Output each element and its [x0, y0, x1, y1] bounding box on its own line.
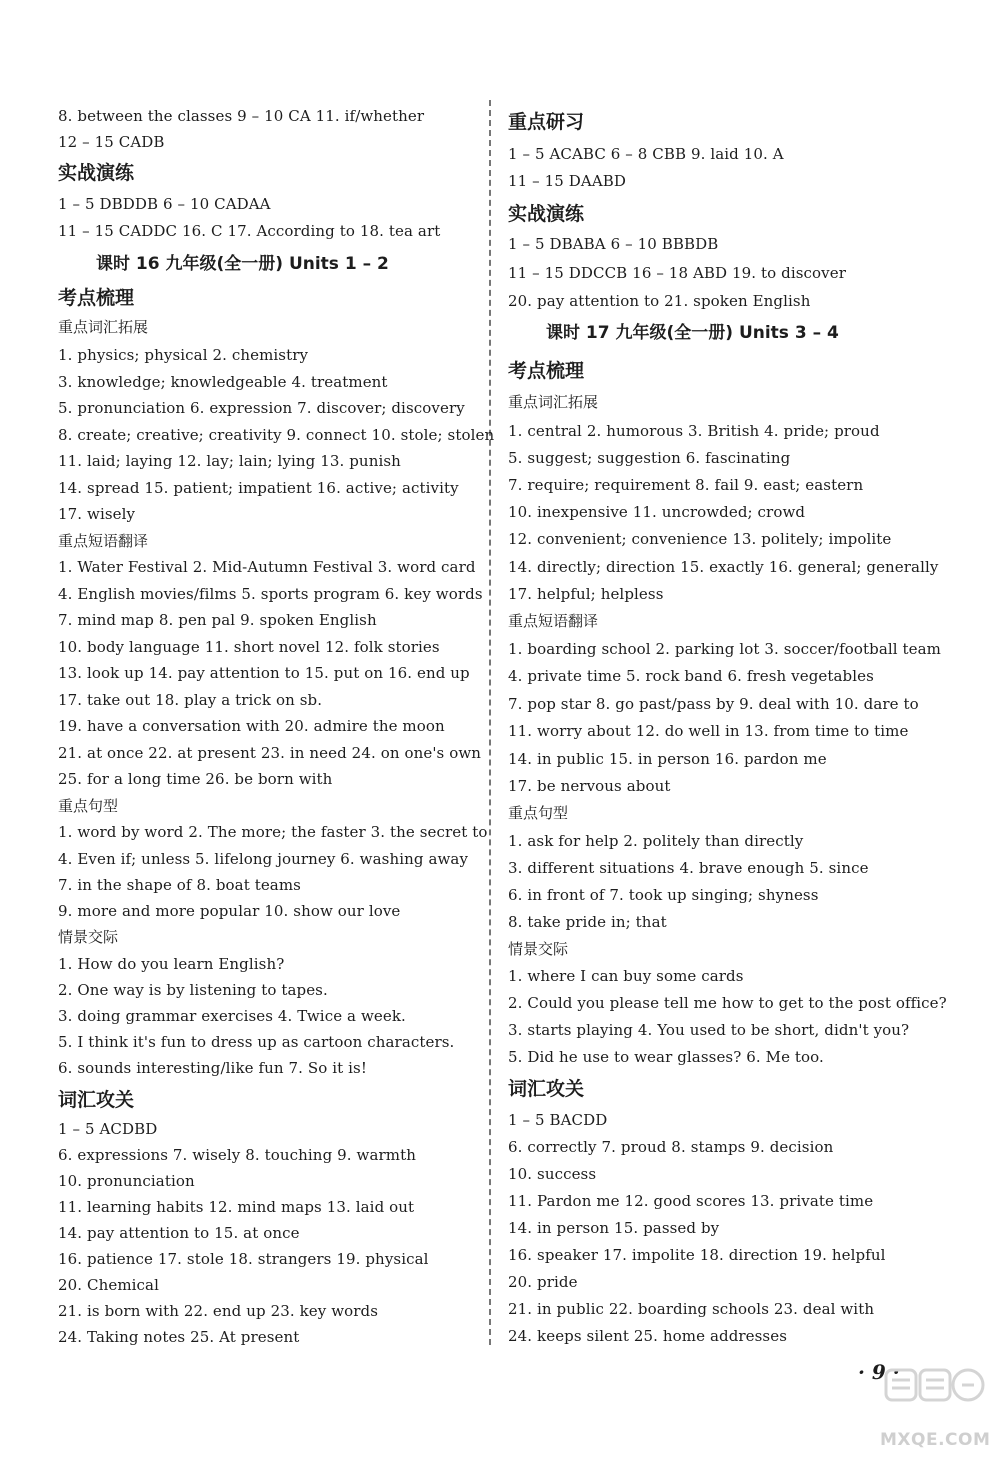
subsection-heading: 重点句型 — [508, 804, 569, 822]
answer-line: 11 – 15 DDCCB 16 – 18 ABD 19. to discover — [508, 264, 847, 282]
answer-line: 25. for a long time 26. be born with — [58, 770, 333, 788]
answer-line: 1. Water Festival 2. Mid-Autumn Festival 3. word card — [58, 558, 476, 576]
section-heading: 词汇攻关 — [58, 1089, 135, 1111]
answer-line: 1 – 5 DBDDB 6 – 10 CADAA — [58, 195, 271, 213]
answer-line: 20. pride — [508, 1273, 578, 1291]
answer-line: 17. helpful; helpless — [508, 585, 664, 603]
answer-line: 1. word by word 2. The more; the faster 3. the secret to — [58, 823, 488, 841]
subsection-heading: 情景交际 — [508, 940, 569, 958]
answer-line: 1. physics; physical 2. chemistry — [58, 346, 309, 364]
answer-line: 1 – 5 DBABA 6 – 10 BBBDB — [508, 235, 719, 253]
answer-line: 4. Even if; unless 5. lifelong journey 6. washing away — [58, 850, 469, 868]
answer-line: 6. correctly 7. proud 8. stamps 9. decision — [508, 1138, 834, 1156]
answer-line: 24. Taking notes 25. At present — [58, 1328, 300, 1346]
answer-line: 3. different situations 4. brave enough 5. since — [508, 859, 869, 877]
answer-line: 14. pay attention to 15. at once — [58, 1224, 300, 1242]
answer-line: 11. Pardon me 12. good scores 13. private time — [508, 1192, 874, 1210]
answer-line: 1. ask for help 2. politely than directly — [508, 832, 804, 850]
answer-line: 5. Did he use to wear glasses? 6. Me too. — [508, 1048, 824, 1066]
answer-line: 14. directly; direction 15. exactly 16. general; generally — [508, 558, 939, 576]
answer-line: 21. at once 22. at present 23. in need 24. on one's own — [58, 744, 482, 762]
answer-line: 10. pronunciation — [58, 1172, 195, 1190]
section-heading: 考点梳理 — [58, 287, 135, 309]
answer-line: 10. inexpensive 11. uncrowded; crowd — [508, 503, 806, 521]
answer-line: 5. pronunciation 6. expression 7. discover; discovery — [58, 399, 465, 417]
watermark-icon — [880, 1360, 990, 1430]
section-heading: 实战演练 — [58, 162, 135, 184]
answer-line: 8. create; creative; creativity 9. connect 10. stole; stolen — [58, 426, 495, 444]
answer-line: 14. spread 15. patient; impatient 16. active; activity — [58, 479, 459, 497]
answer-line: 11. laid; laying 12. lay; lain; lying 13. punish — [58, 452, 401, 470]
answer-line: 17. wisely — [58, 505, 136, 523]
answer-line: 21. in public 22. boarding schools 23. deal with — [508, 1300, 875, 1318]
answer-line: 10. success — [508, 1165, 597, 1183]
answer-line: 1. boarding school 2. parking lot 3. soccer/football team — [508, 640, 942, 658]
lesson-title: 课时 16 九年级(全一册) Units 1 – 2 — [96, 254, 389, 274]
answer-line: 1. How do you learn English? — [58, 955, 285, 973]
answer-line: 16. patience 17. stole 18. strangers 19. physical — [58, 1250, 429, 1268]
subsection-heading: 重点短语翻译 — [508, 612, 599, 630]
lesson-title: 课时 17 九年级(全一册) Units 3 – 4 — [546, 323, 839, 343]
answer-line: 7. in the shape of 8. boat teams — [58, 876, 301, 894]
answer-line: 7. mind map 8. pen pal 9. spoken English — [58, 611, 377, 629]
answer-line: 20. Chemical — [58, 1276, 159, 1294]
answer-line: 4. private time 5. rock band 6. fresh vegetables — [508, 667, 874, 685]
answer-line: 3. knowledge; knowledgeable 4. treatment — [58, 373, 388, 391]
section-heading: 词汇攻关 — [508, 1078, 585, 1100]
answer-line: 5. I think it's fun to dress up as cartoon characters. — [58, 1033, 455, 1051]
subsection-heading: 情景交际 — [58, 928, 119, 946]
answer-line: 3. doing grammar exercises 4. Twice a week. — [58, 1007, 406, 1025]
page-number: · 9 · — [858, 1360, 900, 1384]
watermark-logo — [880, 1360, 990, 1460]
answer-line: 7. pop star 8. go past/pass by 9. deal with 10. dare to — [508, 695, 919, 713]
answer-line: 6. sounds interesting/like fun 7. So it is! — [58, 1059, 367, 1077]
answer-line: 2. One way is by listening to tapes. — [58, 981, 328, 999]
answer-line: 13. look up 14. pay attention to 15. put on 16. end up — [58, 664, 470, 682]
answer-line: 3. starts playing 4. You used to be short, didn't you? — [508, 1021, 910, 1039]
answer-line: 5. suggest; suggestion 6. fascinating — [508, 449, 791, 467]
answer-line: 2. Could you please tell me how to get to the post office? — [508, 994, 947, 1012]
answer-line: 21. is born with 22. end up 23. key words — [58, 1302, 379, 1320]
answer-line: 1. central 2. humorous 3. British 4. pride; proud — [508, 422, 880, 440]
section-heading: 考点梳理 — [508, 360, 585, 382]
answer-line: 14. in public 15. in person 16. pardon me — [508, 750, 827, 768]
subsection-heading: 重点句型 — [58, 797, 119, 815]
answer-line: 7. require; requirement 8. fail 9. east; eastern — [508, 476, 864, 494]
answer-line: 11. learning habits 12. mind maps 13. laid out — [58, 1198, 415, 1216]
answer-line: 12 – 15 CADB — [58, 133, 165, 151]
answer-line: 17. take out 18. play a trick on sb. — [58, 691, 323, 709]
answer-line: 6. in front of 7. took up singing; shyness — [508, 886, 819, 904]
answer-line: 8. take pride in; that — [508, 913, 667, 931]
answer-line: 11. worry about 12. do well in 13. from time to time — [508, 722, 909, 740]
answer-line: 1. where I can buy some cards — [508, 967, 744, 985]
answer-line: 11 – 15 DAABD — [508, 172, 627, 190]
answer-line: 9. more and more popular 10. show our love — [58, 902, 401, 920]
subsection-heading: 重点短语翻译 — [58, 532, 149, 550]
column-divider — [489, 100, 491, 1345]
answer-line: 20. pay attention to 21. spoken English — [508, 292, 811, 310]
answer-line: 11 – 15 CADDC 16. C 17. According to 18. tea art — [58, 222, 441, 240]
answer-line: 4. English movies/films 5. sports program 6. key words — [58, 585, 483, 603]
watermark-text: MXQE.COM — [880, 1430, 991, 1450]
section-heading: 重点研习 — [508, 111, 585, 133]
subsection-heading: 重点词汇拓展 — [508, 393, 599, 411]
answer-line: 8. between the classes 9 – 10 CA 11. if/whether — [58, 107, 425, 125]
answer-line: 1 – 5 ACDBD — [58, 1120, 158, 1138]
answer-line: 17. be nervous about — [508, 777, 671, 795]
answer-line: 24. keeps silent 25. home addresses — [508, 1327, 788, 1345]
subsection-heading: 重点词汇拓展 — [58, 318, 149, 336]
answer-line: 12. convenient; convenience 13. politely; impolite — [508, 530, 892, 548]
answer-line: 14. in person 15. passed by — [508, 1219, 720, 1237]
answer-line: 19. have a conversation with 20. admire the moon — [58, 717, 445, 735]
answer-line: 10. body language 11. short novel 12. folk stories — [58, 638, 440, 656]
answer-line: 6. expressions 7. wisely 8. touching 9. warmth — [58, 1146, 416, 1164]
answer-line: 16. speaker 17. impolite 18. direction 19. helpful — [508, 1246, 886, 1264]
section-heading: 实战演练 — [508, 203, 585, 225]
answer-line: 1 – 5 ACABC 6 – 8 CBB 9. laid 10. A — [508, 145, 784, 163]
answer-line: 1 – 5 BACDD — [508, 1111, 608, 1129]
